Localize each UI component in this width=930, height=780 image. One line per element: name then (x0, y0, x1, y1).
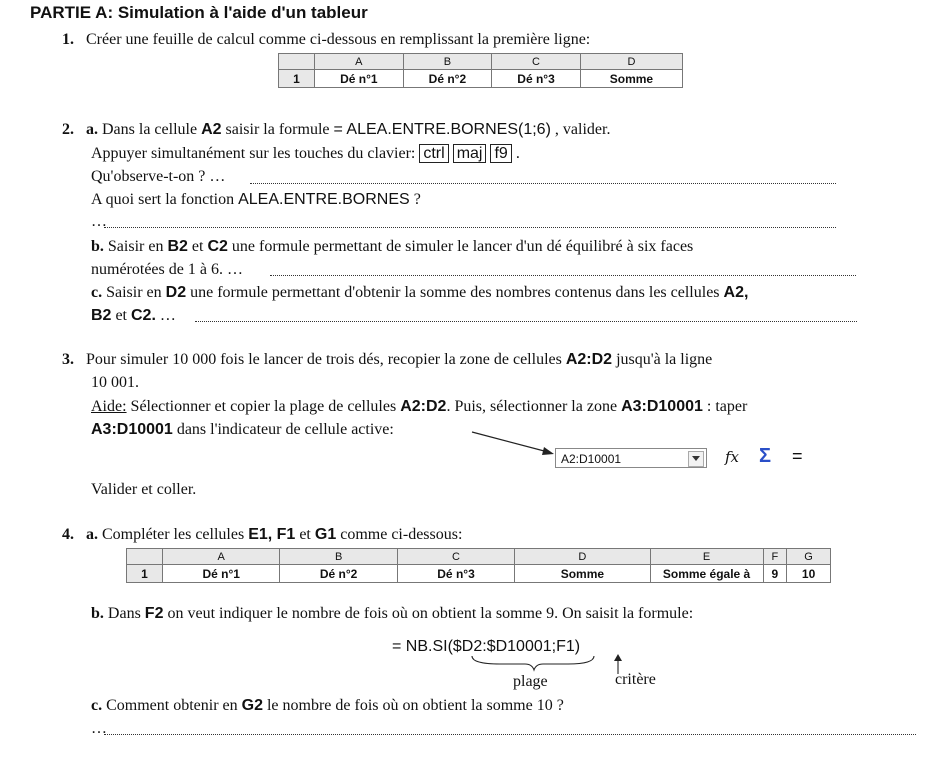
plage-label: plage (513, 673, 548, 690)
equals-icon[interactable]: = (792, 446, 803, 466)
text: et (191, 238, 204, 255)
table-cell: Somme égale à (650, 565, 763, 583)
valider-text: Valider et coller. (91, 481, 197, 498)
column-header: D (580, 54, 682, 70)
question-2a (62, 121, 610, 139)
text: Qu'observe-t-on ? (91, 168, 206, 185)
sub-label: a. (86, 526, 98, 543)
table-cell: Dé n°1 (163, 565, 280, 583)
nb-si-formula: = NB.SI($D2:$D10001;F1) (392, 638, 581, 655)
text: ? (413, 191, 421, 208)
question-1 (62, 31, 590, 49)
table-cell: Somme (515, 565, 650, 583)
cell-ref: A2, (723, 284, 749, 301)
sub-label: b. (91, 238, 104, 255)
key-f9: f9 (490, 144, 511, 163)
row-number: 1 (279, 70, 315, 88)
text: une formule permettant de simuler le lancer d'un dé équilibré à six faces (231, 238, 694, 255)
answer-line (250, 183, 836, 184)
cell-range: A2:D2 (400, 398, 447, 415)
text: Pour simuler 10 000 fois le lancer de trois dés, recopier la zone de cellules (86, 351, 562, 368)
fx-icon[interactable]: fx (725, 448, 740, 466)
aide-line (91, 398, 747, 416)
text: Dans la cellule (102, 121, 198, 138)
table-cell: Dé n°3 (492, 70, 581, 88)
text: Compléter les cellules (102, 526, 245, 543)
question-4c (91, 697, 564, 715)
question-3 (62, 351, 712, 369)
cell-ref: G2 (241, 697, 263, 714)
row-number: 1 (127, 565, 163, 583)
column-header: C (492, 54, 581, 70)
sub-label: c. (91, 697, 103, 714)
table-cell: Dé n°2 (280, 565, 397, 583)
text: et (299, 526, 311, 543)
text: saisir la formule (225, 121, 330, 138)
cell-range: A3:D10001 (91, 421, 173, 438)
answer-line (104, 734, 916, 735)
question-2c (91, 284, 748, 302)
cell-ref: B2 (167, 238, 188, 255)
critere-label: critère (615, 671, 656, 688)
answer-dots: … (91, 213, 107, 230)
table-cell: 10 (787, 565, 831, 583)
sub-label: c. (91, 284, 103, 301)
cell-ref: G1 (314, 526, 337, 543)
spreadsheet-table-1 (278, 53, 683, 88)
sub-label: a. (86, 121, 98, 138)
aide-line2 (91, 421, 394, 439)
answer-line (270, 275, 856, 276)
chevron-down-icon (692, 456, 700, 461)
cell-range: A2:D2 (565, 351, 613, 368)
question-2b (91, 238, 693, 256)
answer-dots: … (159, 307, 176, 324)
answer-line (195, 321, 857, 322)
column-header: D (515, 549, 650, 565)
text: comme ci-dessous: (340, 526, 463, 543)
function-name: ALEA.ENTRE.BORNES (238, 191, 410, 208)
function-question (91, 191, 421, 209)
dropdown-button[interactable] (688, 451, 704, 467)
question-text: Créer une feuille de calcul comme ci-dessous en remplissant la première ligne: (86, 31, 591, 48)
column-header: A (315, 54, 404, 70)
aide-label: Aide: (91, 398, 127, 415)
table-cell: Dé n°1 (315, 70, 404, 88)
corner-cell (279, 54, 315, 70)
text: on veut indiquer le nombre de fois où on obtient la somme 9. On saisit la formule: (167, 605, 694, 622)
cell-ref: D2 (165, 284, 187, 301)
text: . (515, 145, 520, 162)
table-cell: 9 (763, 565, 787, 583)
question-number: 1. (62, 31, 74, 48)
cell-indicator-input[interactable] (555, 448, 707, 468)
cell-ref: C2. (131, 307, 156, 324)
text: Saisir en (106, 284, 162, 301)
keys-line (91, 145, 520, 163)
text: Saisir en (107, 238, 164, 255)
table-cell: Somme (580, 70, 682, 88)
column-header: C (397, 549, 514, 565)
table-cell: Dé n°3 (397, 565, 514, 583)
text: Sélectionner et copier la plage de cellules (130, 398, 397, 415)
text: . Puis, sélectionner la zone (446, 398, 618, 415)
page-title: PARTIE A: Simulation à l'aide d'un tableur (30, 3, 368, 22)
cell-range: A3:D10001 (621, 398, 703, 415)
column-header: E (650, 549, 763, 565)
table-cell: Dé n°2 (403, 70, 492, 88)
formula: = ALEA.ENTRE.BORNES(1;6) (333, 121, 551, 138)
text: et (115, 307, 127, 324)
cell-ref: A2 (201, 121, 222, 138)
cell-ref: C2 (207, 238, 228, 255)
cell-ref: B2 (91, 307, 112, 324)
corner-cell (127, 549, 163, 565)
cell-indicator-value: A2:D10001 (561, 452, 622, 466)
column-header: G (787, 549, 831, 565)
question-2c-line2 (91, 307, 176, 325)
brace-icon (472, 656, 594, 670)
column-header: A (163, 549, 280, 565)
sub-label: b. (91, 605, 104, 622)
text: , valider. (554, 121, 611, 138)
text: Dans (107, 605, 141, 622)
cell-ref: E1, F1 (248, 526, 296, 543)
text: une formule permettant d'obtenir la somme des nombres contenus dans les cellules (190, 284, 720, 301)
question-number: 4. (62, 526, 74, 543)
column-header: F (763, 549, 787, 565)
question-4b (91, 605, 693, 623)
question-2b-line2: numérotées de 1 à 6. … (91, 261, 243, 278)
text: le nombre de fois où on obtient la somme 10 ? (266, 697, 564, 714)
answer-line (104, 227, 836, 228)
answer-dots: … (91, 720, 107, 737)
column-header: B (403, 54, 492, 70)
question-4a (62, 526, 462, 544)
text: : taper (706, 398, 748, 415)
question-number: 2. (62, 121, 74, 138)
cell-ref: F2 (144, 605, 164, 622)
key-ctrl: ctrl (419, 144, 448, 163)
text: Comment obtenir en (106, 697, 238, 714)
text: Appuyer simultanément sur les touches du clavier: (91, 145, 416, 162)
observe-question (91, 168, 225, 186)
sigma-icon[interactable]: Σ (759, 445, 772, 467)
question-3-line2: 10 001. (91, 374, 139, 391)
key-maj: maj (453, 144, 487, 163)
spreadsheet-table-2 (126, 548, 831, 583)
text: jusqu'à la ligne (616, 351, 713, 368)
answer-dots: … (209, 168, 226, 185)
text: dans l'indicateur de cellule active: (176, 421, 394, 438)
question-number: 3. (62, 351, 74, 368)
arrow-icon (470, 428, 560, 458)
column-header: B (280, 549, 397, 565)
text: A quoi sert la fonction (91, 191, 235, 208)
